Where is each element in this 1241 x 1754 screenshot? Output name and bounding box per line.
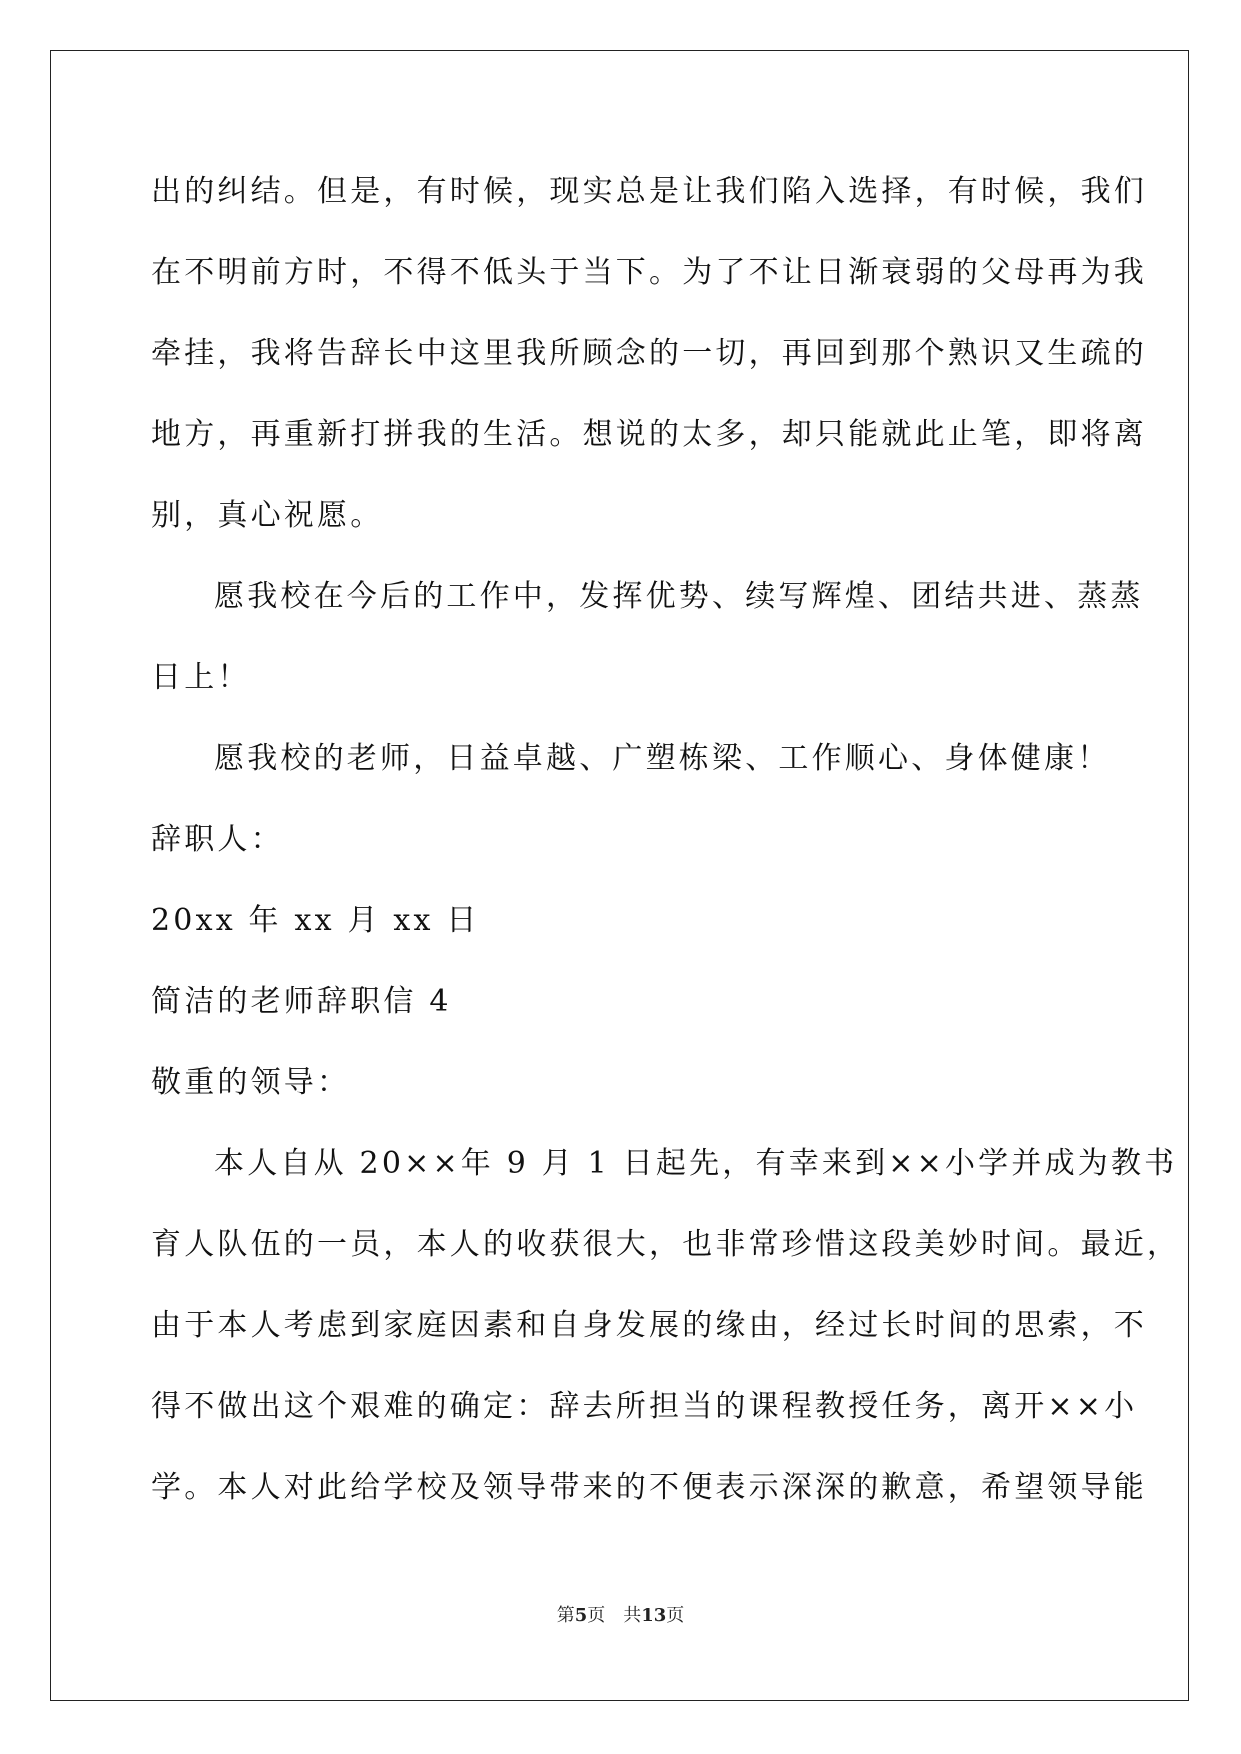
letter-body-line-3: 由于本人考虑到家庭因素和自身发展的缘由，经过长时间的思索，不 — [151, 1308, 1147, 1343]
letter-body-line-5: 学。本人对此给学校及领导带来的不便表示深深的歉意，希望领导能 — [151, 1470, 1147, 1505]
signature-label: 辞职人： — [151, 822, 284, 857]
footer-total-suffix: 页 — [666, 1605, 685, 1626]
wish-teachers-line: 愿我校的老师，日益卓越、广塑栋梁、工作顺心、身体健康！ — [214, 741, 1111, 776]
body-line-4: 地方，再重新打拼我的生活。想说的太多，却只能就此止笔，即将离 — [151, 417, 1147, 452]
body-line-3: 牵挂，我将告辞长中这里我所顾念的一切，再回到那个熟识又生疏的 — [151, 336, 1147, 371]
body-line-2: 在不明前方时，不得不低头于当下。为了不让日渐衰弱的父母再为我 — [151, 255, 1147, 290]
footer-prefix: 第 — [556, 1605, 575, 1626]
salutation: 敬重的领导： — [151, 1065, 351, 1100]
letter-body-line-1: 本人自从 20××年 9 月 1 日起先，有幸来到××小学并成为教书 — [214, 1146, 1178, 1181]
body-line-1: 出的纠结。但是，有时候，现实总是让我们陷入选择，有时候，我们 — [151, 174, 1147, 209]
footer-total-prefix: 共 — [623, 1605, 642, 1626]
current-page-number: 5 — [574, 1605, 588, 1626]
footer-page-suffix: 页 — [587, 1605, 606, 1626]
date-line: 20xx 年 xx 月 xx 日 — [151, 903, 480, 938]
letter-body-line-2: 育人队伍的一员，本人的收获很大，也非常珍惜这段美妙时间。最近， — [151, 1227, 1181, 1262]
section-title: 简洁的老师辞职信 4 — [151, 984, 452, 1019]
wish-paragraph-line-2: 日上！ — [151, 660, 251, 695]
letter-body-line-4: 得不做出这个艰难的确定：辞去所担当的课程教授任务，离开××小 — [151, 1389, 1138, 1424]
wish-paragraph-line-1: 愿我校在今后的工作中，发挥优势、续写辉煌、团结共进、蒸蒸 — [214, 579, 1144, 614]
page-footer — [0, 1604, 1241, 1628]
body-line-5: 别，真心祝愿。 — [151, 498, 384, 533]
total-pages-number: 13 — [641, 1605, 667, 1626]
page-border — [50, 50, 1189, 1701]
